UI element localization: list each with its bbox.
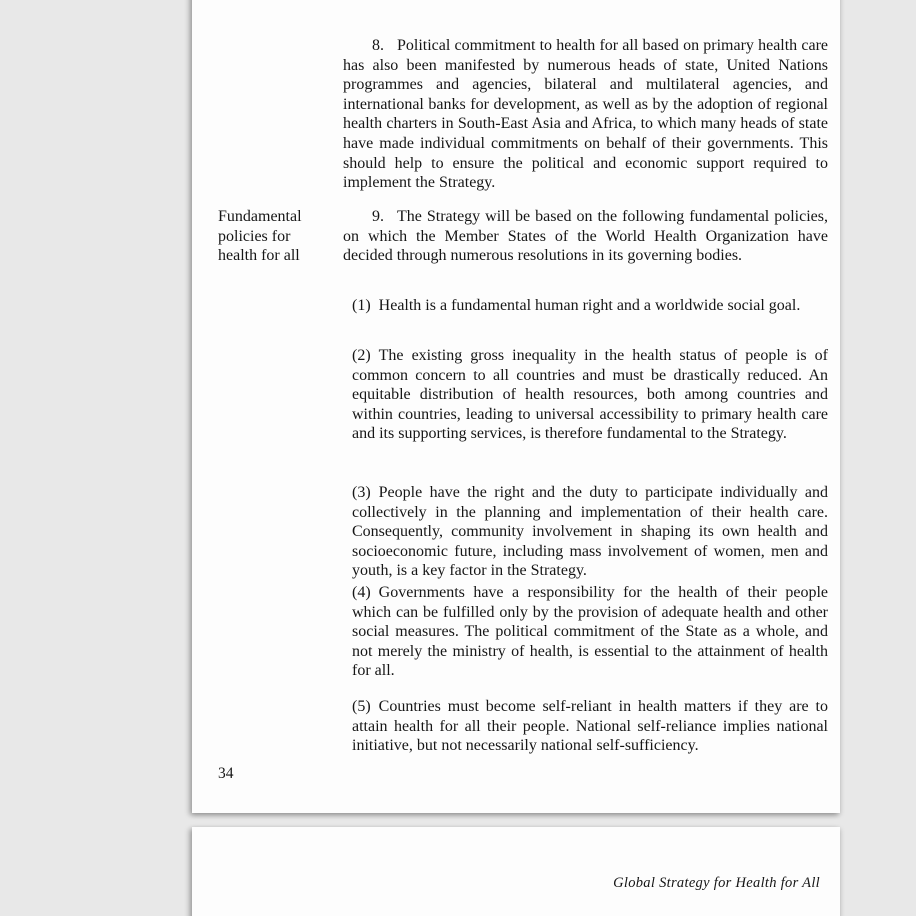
list-item-3-number: (3)	[352, 484, 371, 501]
list-item-2	[352, 346, 828, 444]
list-item-4	[352, 583, 828, 681]
margin-note: Fundamental policies for health for all	[218, 208, 302, 265]
list-item-2-number: (2)	[352, 347, 371, 364]
page-34-content	[192, 0, 840, 813]
paragraph-8	[343, 36, 828, 193]
paragraph-9	[343, 207, 828, 266]
list-item-2-text: The existing gross inequality in the health status of people is of common concern to all countries and must be drastically reduced. An equitable distribution of health resources, both among countries and within countries, leading to universal accessibility to primary health care and its supporting services, is therefore fundamental to the Strategy.	[352, 347, 828, 443]
list-item-5-number: (5)	[352, 698, 371, 715]
list-item-1	[352, 296, 828, 316]
paragraph-9-number: 9.	[372, 208, 384, 225]
running-header: Global Strategy for Health for All	[613, 875, 820, 891]
page-34	[192, 0, 840, 813]
paragraph-9-text: The Strategy will be based on the following fundamental policies, on which the Member States of the World Health Organization have decided through numerous resolutions in its governing bodies.	[343, 208, 828, 265]
list-item-3	[352, 483, 828, 581]
list-item-3-text: People have the right and the duty to participate individually and collectively in the planning and implementation of their health care. Consequently, community involvement in shaping its own health and socioeconomic future, including mass involvement of women, men and youth, is a key factor in the Strategy.	[352, 484, 828, 580]
list-item-1-number: (1)	[352, 297, 371, 314]
paragraph-8-text: Political commitment to health for all based on primary health care has also been manifested by numerous heads of state, United Nations programmes and agencies, bilateral and multilateral agencies, and international banks for development, as well as by the adoption of regional health charters in South-East Asia and Africa, to which many heads of state have made individual commitments on behalf of their governments. This should help to ensure the political and economic support required to implement the Strategy.	[343, 37, 828, 192]
list-item-5	[352, 697, 828, 756]
list-item-5-text: Countries must become self-reliant in health matters if they are to attain health for all their people. National self-reliance implies national initiative, but not necessarily national self-sufficiency.	[352, 698, 828, 755]
page-35	[192, 827, 840, 916]
paragraph-8-number: 8.	[372, 37, 384, 54]
list-item-4-number: (4)	[352, 584, 371, 601]
list-item-4-text: Governments have a responsibility for the health of their people which can be fulfilled only by the provision of adequate health and other social measures. The political commitment of the State as a whole, and not merely the ministry of health, is essential to the attainment of health for all.	[352, 584, 828, 680]
page-number: 34	[218, 765, 234, 782]
list-item-1-text: Health is a fundamental human right and a worldwide social goal.	[378, 297, 801, 314]
